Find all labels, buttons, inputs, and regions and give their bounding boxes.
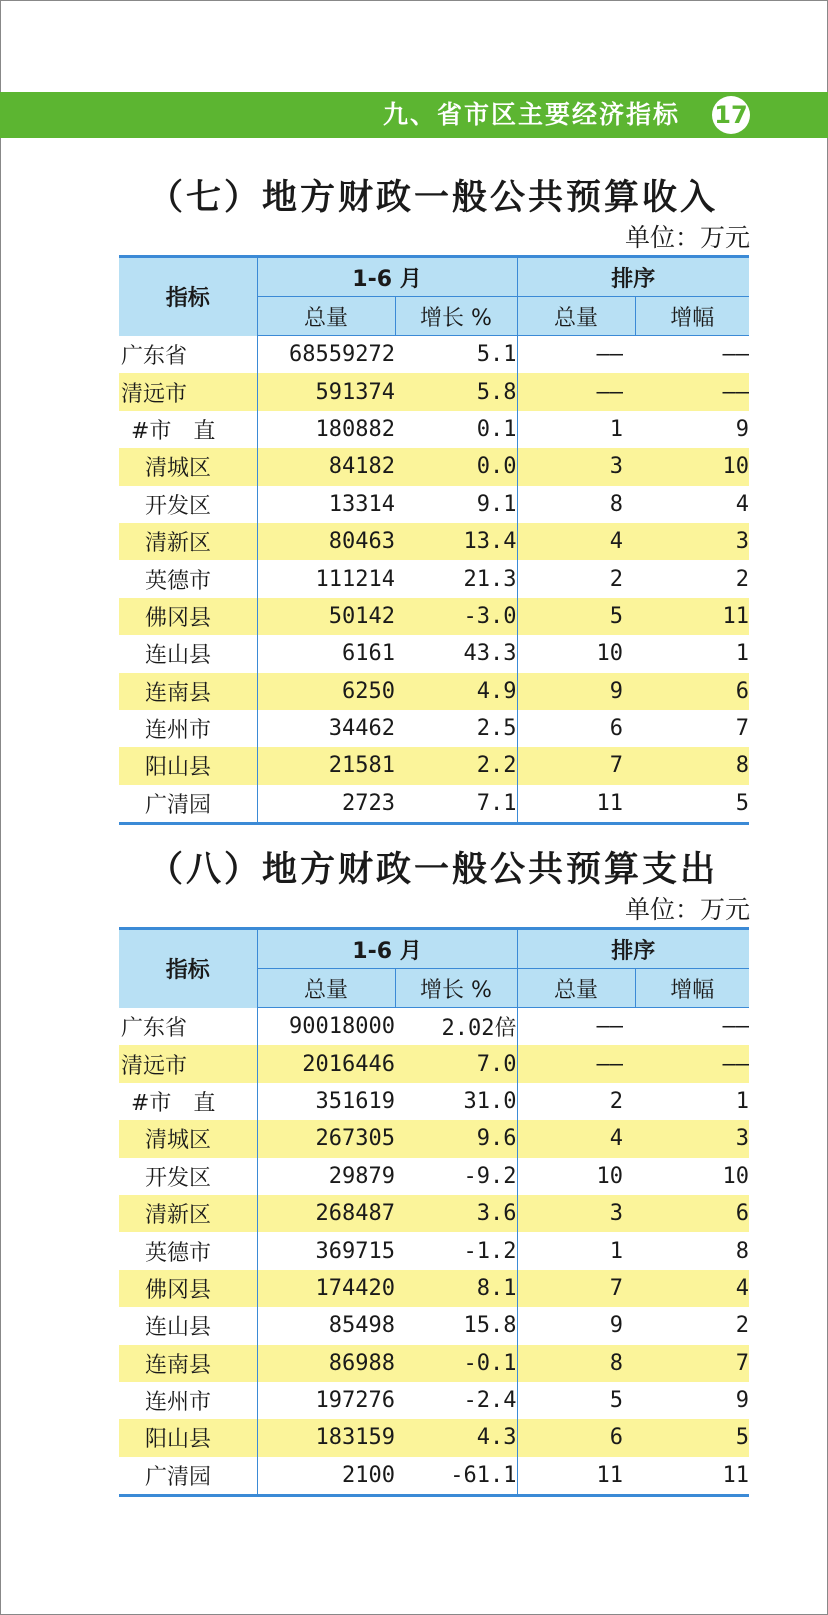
rank-growth-cell: 1	[735, 641, 750, 667]
growth-header: 增长 %	[395, 297, 517, 336]
table-row	[119, 1120, 749, 1157]
region-name: 开发区	[119, 486, 257, 523]
table-row	[119, 560, 749, 597]
unit-label: 单位：万元	[624, 223, 750, 252]
growth-cell: -3.0	[395, 598, 517, 635]
rank-total-cell: 6	[609, 716, 623, 742]
region-name: 连州市	[119, 1382, 257, 1419]
rank-growth-cell: 7	[635, 1345, 749, 1382]
table-row	[119, 1345, 749, 1382]
rank-total-cell: 1	[609, 1238, 623, 1264]
rank-growth-cell: 3	[635, 523, 749, 560]
page-number-badge: 17	[712, 96, 750, 134]
region-name: 广清园	[119, 1457, 257, 1496]
region-name: 广东省	[119, 336, 257, 374]
rank-total-cell: 9	[609, 1313, 623, 1339]
rank-total-cell: 11	[517, 785, 635, 824]
rank-total-cell: 2	[609, 1088, 623, 1114]
rank-total-cell: ——	[517, 373, 635, 410]
rank-total-cell: ——	[517, 1045, 635, 1082]
region-name: 阳山县	[119, 1419, 257, 1456]
rank-growth-cell: 6	[635, 673, 749, 710]
growth-cell: 31.0	[395, 1083, 517, 1120]
growth-cell: 7.0	[395, 1045, 517, 1082]
region-name: 清新区	[119, 1195, 257, 1232]
total-cell: 84182	[257, 448, 395, 485]
rank-total-cell: 6	[517, 1419, 635, 1456]
rank-growth-cell: 3	[635, 1120, 749, 1157]
rank-growth-cell: 8	[635, 747, 749, 784]
total-cell: 90018000	[289, 1014, 395, 1040]
region-name: 英德市	[119, 1232, 257, 1269]
region-name: 佛冈县	[119, 598, 257, 635]
region-name: 阳山县	[119, 747, 257, 784]
rank-total-cell: 11	[517, 1457, 635, 1496]
table-row	[119, 673, 749, 710]
rank-total-cell: 9	[517, 673, 635, 710]
growth-cell: 2.2	[395, 747, 517, 784]
total-cell: 111214	[315, 566, 395, 592]
total-cell: 85498	[328, 1313, 395, 1339]
growth-cell: 21.3	[395, 560, 517, 597]
table-row	[119, 1382, 749, 1419]
section-title: （八）地方财政一般公共预算支出	[148, 850, 719, 890]
rank-growth-cell: 8	[735, 1238, 750, 1264]
growth-cell: 9.6	[395, 1120, 517, 1157]
region-name: 清新区	[119, 523, 257, 560]
table-row	[119, 598, 749, 635]
growth-cell: 2.5	[395, 710, 517, 747]
rank-total-cell: 3	[517, 1195, 635, 1232]
total-cell: 29879	[328, 1163, 395, 1189]
growth-cell: 7.1	[395, 785, 517, 824]
rank-growth-cell: 2	[735, 1313, 750, 1339]
region-name: 连山县	[119, 635, 257, 672]
table-body	[119, 1008, 749, 1496]
total-cell: 34462	[328, 716, 395, 742]
period-header: 1-6 月	[257, 257, 517, 297]
region-name: 开发区	[119, 1158, 257, 1195]
region-name: 清城区	[119, 1120, 257, 1157]
table-row	[119, 373, 749, 410]
rank-total-header: 总量	[517, 969, 635, 1008]
region-name: 清城区	[119, 448, 257, 485]
total-cell: 267305	[257, 1120, 395, 1157]
rank-growth-cell: 5	[635, 1419, 749, 1456]
total-cell: 50142	[257, 598, 395, 635]
rank-growth-cell: ——	[635, 373, 749, 410]
growth-cell: -0.1	[395, 1345, 517, 1382]
rank-growth-cell: 11	[635, 1457, 749, 1496]
growth-cell: -9.2	[395, 1158, 517, 1195]
growth-cell: 5.1	[395, 336, 517, 374]
total-cell: 197276	[315, 1388, 395, 1414]
rank-total-cell: ——	[596, 1014, 623, 1040]
region-name: 连州市	[119, 710, 257, 747]
rank-growth-cell: 7	[735, 716, 750, 742]
rank-total-cell: 7	[517, 1270, 635, 1307]
region-name: 广东省	[119, 1008, 257, 1046]
rank-growth-cell: 6	[635, 1195, 749, 1232]
region-name: #市 直	[119, 411, 257, 448]
region-name: #市 直	[119, 1083, 257, 1120]
rank-growth-header: 增幅	[635, 969, 749, 1008]
growth-cell: 2.02倍	[395, 1008, 517, 1046]
total-cell: 86988	[257, 1345, 395, 1382]
rank-total-cell: 5	[517, 598, 635, 635]
table-row	[119, 785, 749, 824]
table-row	[119, 1008, 749, 1046]
rank-growth-cell: ——	[722, 342, 750, 368]
rank-total-header: 总量	[517, 297, 635, 336]
rank-total-cell: 10	[596, 1163, 623, 1189]
table-row	[119, 1195, 749, 1232]
rank-growth-cell: 11	[635, 598, 749, 635]
region-name: 英德市	[119, 560, 257, 597]
table-row	[119, 710, 749, 747]
table-row	[119, 411, 749, 448]
region-name: 连山县	[119, 1307, 257, 1344]
table-row	[119, 1270, 749, 1307]
table-row	[119, 1158, 749, 1195]
ranking-header: 排序	[517, 257, 749, 297]
total-cell: 369715	[315, 1238, 395, 1264]
chapter-header-band	[0, 92, 828, 138]
table-row	[119, 486, 749, 523]
table-row	[119, 336, 749, 374]
unit-label: 单位：万元	[624, 895, 750, 924]
total-header: 总量	[257, 969, 395, 1008]
table-row	[119, 747, 749, 784]
rank-growth-cell: 9	[735, 416, 750, 442]
indicator-header: 指标	[119, 929, 257, 1008]
rank-growth-cell: 1	[735, 1088, 750, 1114]
rank-total-cell: 7	[517, 747, 635, 784]
ranking-header: 排序	[517, 929, 749, 969]
growth-cell: 15.8	[395, 1307, 517, 1344]
region-name: 广清园	[119, 785, 257, 824]
rank-growth-cell: ——	[722, 1014, 750, 1040]
growth-cell: 8.1	[395, 1270, 517, 1307]
period-header: 1-6 月	[257, 929, 517, 969]
rank-growth-header: 增幅	[635, 297, 749, 336]
chapter-title: 九、省市区主要经济指标	[382, 100, 680, 129]
rank-total-cell: 3	[517, 448, 635, 485]
total-cell: 68559272	[289, 342, 395, 368]
table-row	[119, 1232, 749, 1269]
total-cell: 80463	[257, 523, 395, 560]
growth-header: 增长 %	[395, 969, 517, 1008]
growth-cell: 0.1	[395, 411, 517, 448]
growth-cell: 4.3	[395, 1419, 517, 1456]
rank-growth-cell: 10	[722, 1163, 750, 1189]
growth-cell: -2.4	[395, 1382, 517, 1419]
growth-cell: 3.6	[395, 1195, 517, 1232]
rank-growth-cell: 9	[735, 1388, 750, 1414]
growth-cell: 0.0	[395, 448, 517, 485]
rank-total-cell: 10	[596, 641, 623, 667]
rank-total-cell: 4	[517, 523, 635, 560]
revenue-table	[119, 255, 749, 825]
rank-total-cell: 8	[517, 1345, 635, 1382]
total-cell: 268487	[257, 1195, 395, 1232]
rank-growth-cell: 10	[635, 448, 749, 485]
table-row	[119, 448, 749, 485]
total-cell: 351619	[315, 1088, 395, 1114]
table-row	[119, 635, 749, 672]
rank-total-cell: 8	[609, 491, 623, 517]
total-cell: 180882	[315, 416, 395, 442]
table-row	[119, 523, 749, 560]
section-title: （七）地方财政一般公共预算收入	[148, 178, 719, 218]
growth-cell: -61.1	[395, 1457, 517, 1496]
total-cell: 183159	[257, 1419, 395, 1456]
total-cell: 21581	[257, 747, 395, 784]
region-name: 佛冈县	[119, 1270, 257, 1307]
table-row	[119, 1307, 749, 1344]
growth-cell: 9.1	[395, 486, 517, 523]
rank-total-cell: 1	[609, 416, 623, 442]
indicator-header: 指标	[119, 257, 257, 336]
rank-total-cell: 2	[609, 566, 623, 592]
rank-growth-cell: 4	[635, 1270, 749, 1307]
growth-cell: -1.2	[395, 1232, 517, 1269]
total-cell: 2100	[257, 1457, 395, 1496]
rank-total-cell: 4	[517, 1120, 635, 1157]
total-cell: 13314	[328, 491, 395, 517]
rank-growth-cell: 2	[735, 566, 750, 592]
growth-cell: 43.3	[395, 635, 517, 672]
growth-cell: 4.9	[395, 673, 517, 710]
total-header: 总量	[257, 297, 395, 336]
rank-total-cell: 5	[609, 1388, 623, 1414]
total-cell: 6161	[342, 641, 395, 667]
total-cell: 174420	[257, 1270, 395, 1307]
table-row	[119, 1419, 749, 1456]
total-cell: 6250	[257, 673, 395, 710]
total-cell: 2016446	[257, 1045, 395, 1082]
region-name: 清远市	[119, 373, 257, 410]
region-name: 清远市	[119, 1045, 257, 1082]
rank-growth-cell: 5	[635, 785, 749, 824]
rank-growth-cell: ——	[635, 1045, 749, 1082]
total-cell: 591374	[257, 373, 395, 410]
expenditure-table	[119, 927, 749, 1497]
region-name: 连南县	[119, 1345, 257, 1382]
total-cell: 2723	[257, 785, 395, 824]
table-row	[119, 1457, 749, 1496]
growth-cell: 5.8	[395, 373, 517, 410]
table-row	[119, 1083, 749, 1120]
table-row	[119, 1045, 749, 1082]
region-name: 连南县	[119, 673, 257, 710]
rank-total-cell: ——	[596, 342, 623, 368]
growth-cell: 13.4	[395, 523, 517, 560]
table-body	[119, 336, 749, 824]
rank-growth-cell: 4	[735, 491, 750, 517]
